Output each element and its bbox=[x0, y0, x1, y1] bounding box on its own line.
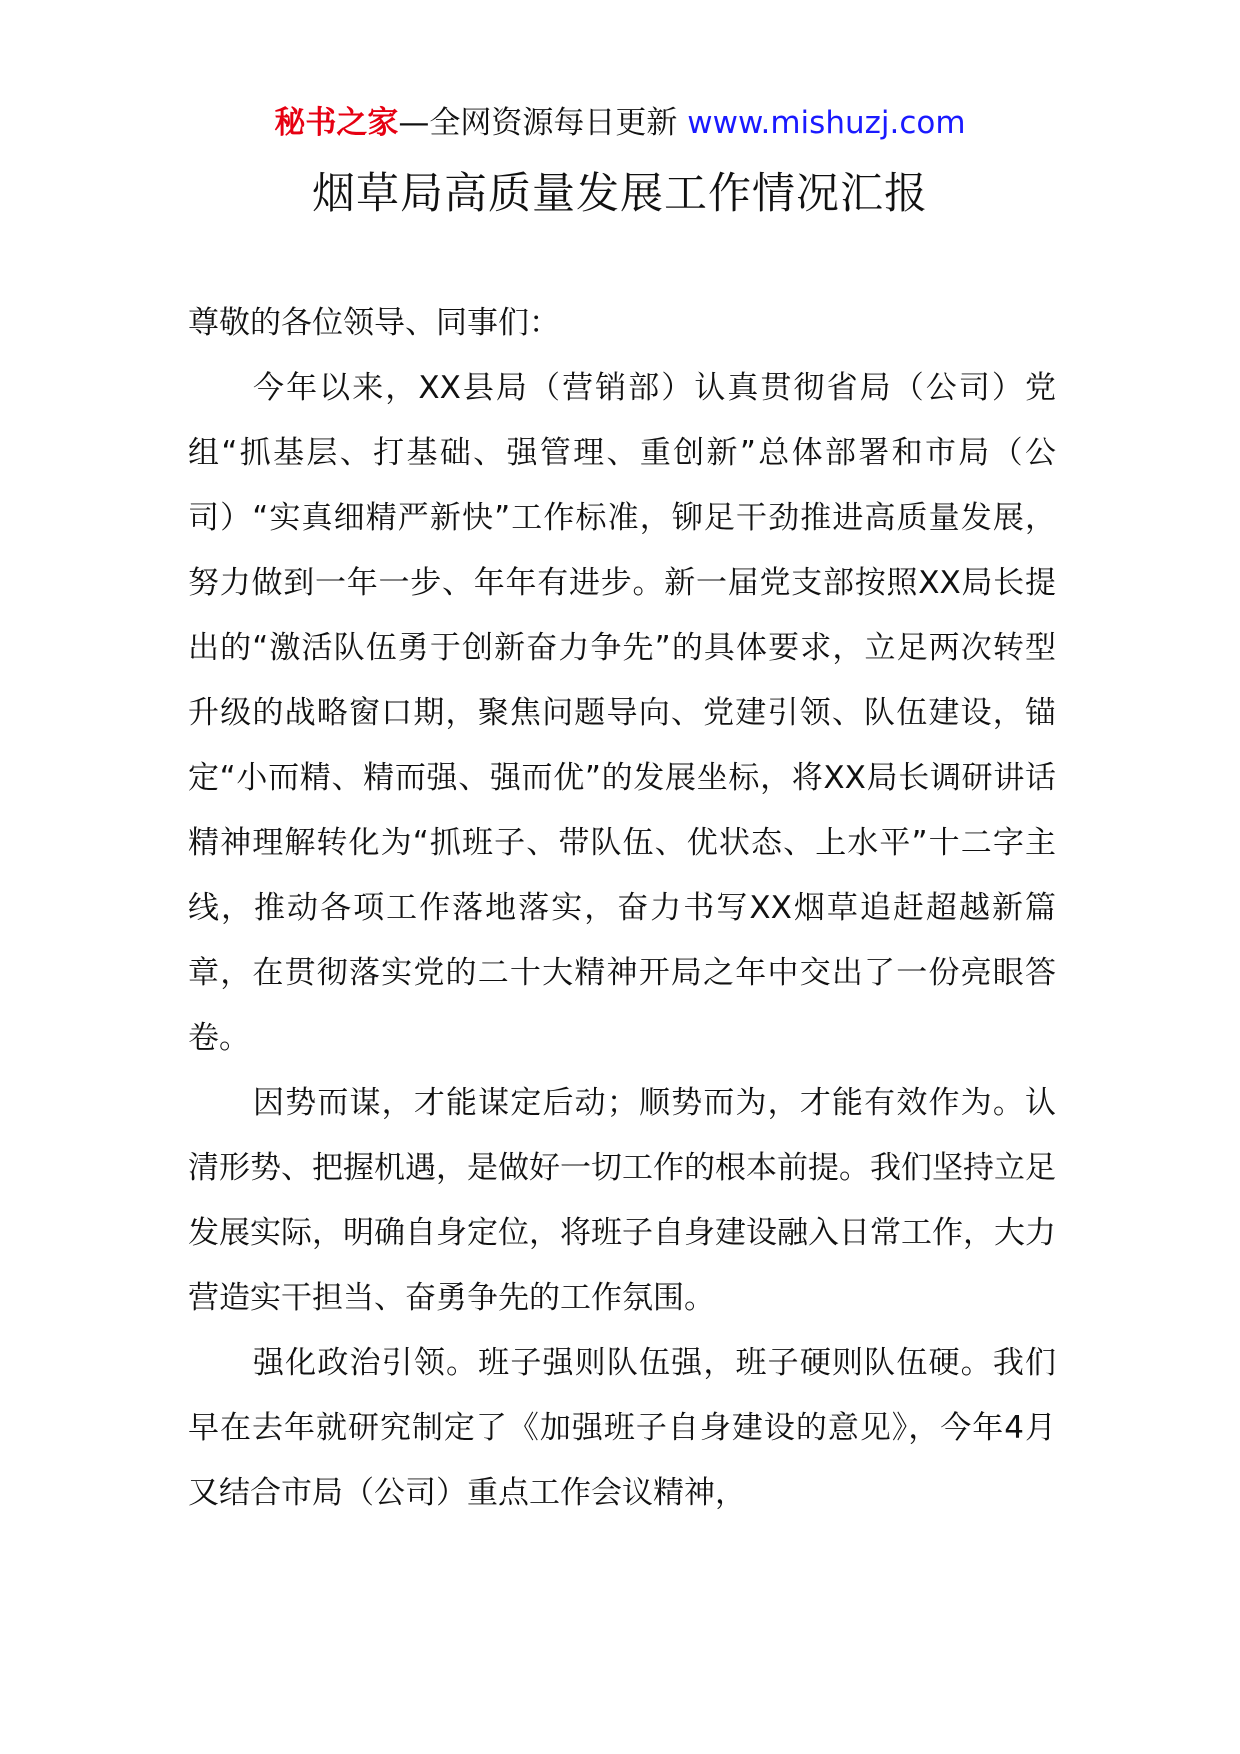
document-body bbox=[188, 291, 1056, 1526]
body-paragraph: 强化政治引领。班子强则队伍强，班子硬则队伍硬。我们早在去年就研究制定了《加强班子自身建设的意见》，今年4月又结合市局（公司）重点工作会议精神， bbox=[188, 1345, 1056, 1511]
site-header bbox=[0, 100, 1240, 146]
salutation: 尊敬的各位领导、同事们： bbox=[188, 305, 560, 341]
site-url-link[interactable]: www.mishuzj.com bbox=[687, 105, 966, 141]
site-slogan: —全网资源每日更新 bbox=[398, 105, 678, 141]
body-paragraph: 今年以来，XX县局（营销部）认真贯彻省局（公司）党组“抓基层、打基础、强管理、重创新”总体部署和市局（公司）“实真细精严新快”工作标准，铆足干劲推进高质量发展，努力做到一年一步、年年有进步。新一届党支部按照XX局长提出的“激活队伍勇于创新奋力争先”的具体要求，立足两次转型升级的战略窗口期，聚焦问题导向、党建引领、队伍建设，锚定“小而精、精而强、强而优”的发展坐标，将XX局长调研讲话精神理解转化为“抓班子、带队伍、优状态、上水平”十二字主线，推动各项工作落地落实，奋力书写XX烟草追赶超越新篇章，在贯彻落实党的二十大精神开局之年中交出了一份亮眼答卷。 bbox=[188, 370, 1056, 1056]
body-paragraph: 因势而谋，才能谋定后动；顺势而为，才能有效作为。认清形势、把握机遇，是做好一切工作的根本前提。我们坚持立足发展实际，明确自身定位，将班子自身建设融入日常工作，大力营造实干担当、奋勇争先的工作氛围。 bbox=[188, 1085, 1056, 1316]
site-brand: 秘书之家 bbox=[274, 105, 399, 141]
document-title: 烟草局高质量发展工作情况汇报 bbox=[312, 169, 928, 219]
